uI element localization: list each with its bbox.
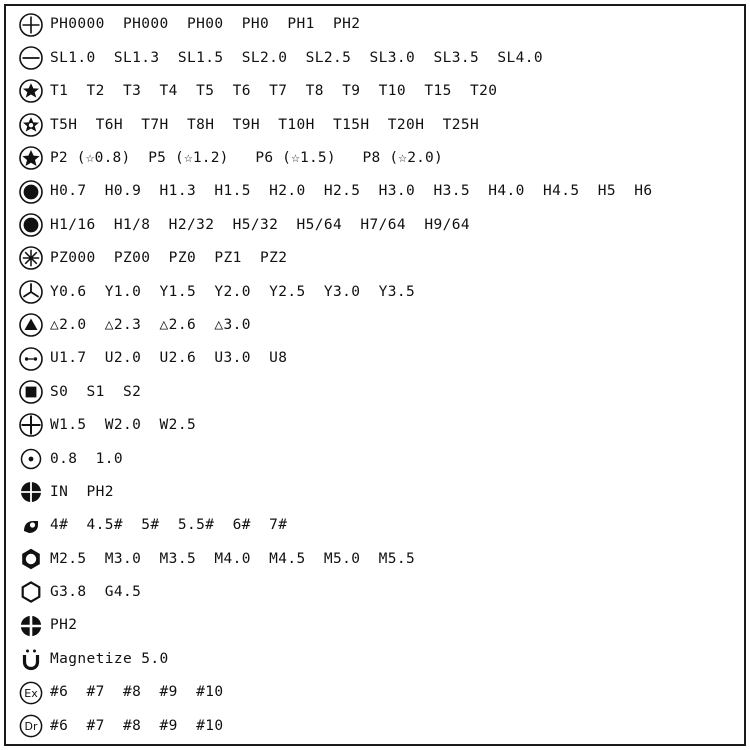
spec-row-label: H1/16 H1/8 H2/32 H5/32 H5/64 H7/64 H9/64	[50, 216, 470, 233]
dot-circle-icon	[14, 446, 48, 472]
spec-row	[14, 242, 736, 275]
spec-row	[14, 642, 736, 675]
magnetizer-icon	[14, 646, 48, 672]
svg-text:Ex: Ex	[24, 686, 38, 700]
torx-security-star-circle-icon	[14, 112, 48, 138]
spec-row	[14, 75, 736, 108]
tri-wing-circle-icon	[14, 279, 48, 305]
square-circle-icon	[14, 379, 48, 405]
phillips-filled-icon	[14, 479, 48, 505]
phillips-cross-circle-icon	[14, 12, 48, 38]
spec-row-label: U1.7 U2.0 U2.6 U3.0 U8	[50, 350, 288, 367]
spec-row-label: PH0000 PH000 PH00 PH0 PH1 PH2	[50, 16, 361, 33]
spec-row-label: W1.5 W2.0 W2.5	[50, 417, 197, 434]
spec-row-label: Y0.6 Y1.0 Y1.5 Y2.0 Y2.5 Y3.0 Y3.5	[50, 283, 416, 300]
slotted-flat-circle-icon	[14, 45, 48, 71]
spec-row-label: S0 S1 S2	[50, 383, 142, 400]
spec-row	[14, 442, 736, 475]
socket-hex-thin-icon	[14, 579, 48, 605]
spec-row-label: PZ000 PZ00 PZ0 PZ1 PZ2	[50, 250, 288, 267]
svg-text:Dr: Dr	[24, 720, 38, 734]
nut-driver-icon	[14, 513, 48, 539]
spec-row-label: 4# 4.5# 5# 5.5# 6# 7#	[50, 517, 288, 534]
torx-star-circle-icon	[14, 78, 48, 104]
spec-row-label: G3.8 G4.5	[50, 584, 142, 601]
phillips-bold-filled-icon	[14, 613, 48, 639]
spec-row-label: △2.0 △2.3 △2.6 △3.0	[50, 316, 251, 333]
spec-row	[14, 309, 736, 342]
hex-solid-circle-icon	[14, 179, 48, 205]
pozidriv-circle-icon	[14, 245, 48, 271]
spec-row	[14, 709, 736, 742]
spec-row-label: #6 #7 #8 #9 #10	[50, 717, 224, 734]
hex-solid-circle-icon	[14, 212, 48, 238]
triangle-circle-icon	[14, 312, 48, 338]
pentalobe-star-circle-icon	[14, 145, 48, 171]
socket-hex-outline-icon	[14, 546, 48, 572]
spec-row-label: T1 T2 T3 T4 T5 T6 T7 T8 T9 T10 T15 T20	[50, 83, 498, 100]
spec-row-label: #6 #7 #8 #9 #10	[50, 684, 224, 701]
spec-row	[14, 509, 736, 542]
spec-row	[14, 475, 736, 508]
spec-row	[14, 208, 736, 241]
spec-row-list	[14, 8, 736, 743]
spec-row-label: PH2	[50, 617, 78, 634]
spec-row-label: SL1.0 SL1.3 SL1.5 SL2.0 SL2.5 SL3.0 SL3.5 SL4.0	[50, 49, 544, 66]
spec-row-label: P2 (☆0.8) P5 (☆1.2) P6 (☆1.5) P8 (☆2.0)	[50, 150, 443, 166]
spec-row	[14, 375, 736, 408]
spec-row	[14, 275, 736, 308]
spec-row-label: IN PH2	[50, 483, 114, 500]
spec-row	[14, 342, 736, 375]
spec-row	[14, 142, 736, 175]
spec-row-label: M2.5 M3.0 M3.5 M4.0 M4.5 M5.0 M5.5	[50, 550, 416, 567]
spec-row-label: T5H T6H T7H T8H T9H T10H T15H T20H T25H	[50, 116, 480, 133]
spec-row-label: 0.8 1.0	[50, 450, 124, 467]
spec-row	[14, 609, 736, 642]
spec-row	[14, 542, 736, 575]
spec-row	[14, 676, 736, 709]
spec-row	[14, 175, 736, 208]
spec-row	[14, 409, 736, 442]
driver-handle-icon	[14, 713, 48, 739]
extension-bar-icon	[14, 680, 48, 706]
spec-row	[14, 41, 736, 74]
spec-row	[14, 576, 736, 609]
u-spanner-circle-icon	[14, 346, 48, 372]
cross-wide-circle-icon	[14, 412, 48, 438]
spec-row	[14, 8, 736, 41]
spec-row-label: Magnetize 5.0	[50, 650, 169, 667]
spec-row-label: H0.7 H0.9 H1.3 H1.5 H2.0 H2.5 H3.0 H3.5 H4.0 H4.5 H5 H6	[50, 183, 653, 200]
spec-row	[14, 108, 736, 141]
